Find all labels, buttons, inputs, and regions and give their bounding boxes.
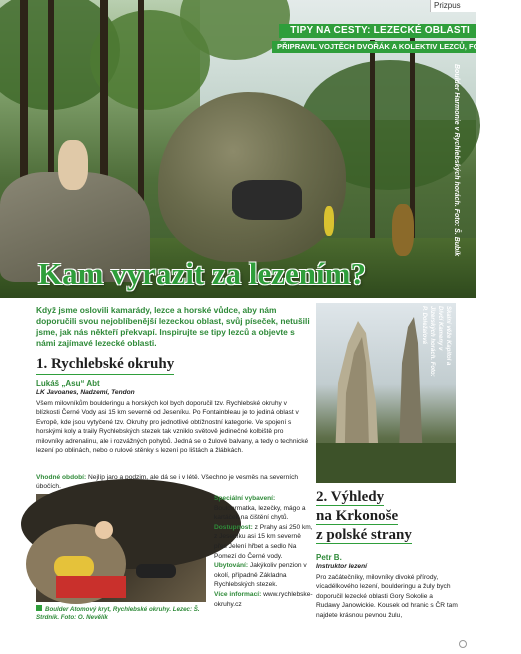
seated-climber (58, 140, 88, 190)
spectator (324, 206, 334, 236)
boulder-photo (36, 494, 206, 602)
season-label: Vhodné období: (36, 474, 87, 481)
section2-author-role: Instruktor lezení (316, 563, 367, 570)
lodging-text: Jakýkoliv penzion v okolí, případně Základna Rychlebských stezek. (214, 562, 307, 589)
hero-tree (370, 40, 375, 258)
credits-ribbon: PŘIPRAVIL VOJTĚCH DVOŘÁK A KOLEKTIV LEZCŮ, FOTO AUTOŘI (272, 41, 476, 53)
season-text: Nejlíp jaro a podzim, ale dá se i v létě. Všechno je vesměs na severních úbočích. (36, 474, 299, 491)
more-info-link[interactable]: www.rychlebske-okruhy.cz (214, 590, 313, 608)
section1-heading: 1. Rychlebské okruhy (36, 356, 174, 375)
more-info-label: Více informací: (214, 590, 262, 598)
spotter (392, 204, 414, 256)
hero-photo-caption: Boulder Harmonie v Rychlebských horách. Foto: Š. Bubík (453, 64, 460, 257)
equipment-label: Speciální vybavení: (214, 495, 276, 502)
section2-author: Petr B. (316, 553, 342, 562)
page-headline: Kam vyrazit za lezením? (38, 256, 366, 291)
section2-heading-line2: na Krkonoše (316, 508, 399, 524)
section-ribbon: TIPY NA CESTY: LEZECKÉ OBLASTI (279, 24, 476, 38)
equipment-text: Bouldermatka, lezečky, mágo a kartáček na čištění chytů. (214, 504, 306, 522)
practical-info (214, 494, 314, 609)
intro-paragraph: Když jsme oslovili kamarády, lezce a horské vůdce, aby nám doporučili svou nejoblíbenější lezeckou oblast, svůj píseček, netušili jsme, jak nás někteří překvapí. Inspirujte se tipy lezců a objevte s námi zajímavé lezecké oblasti. (36, 305, 310, 348)
hero-boulder (158, 92, 346, 262)
section1-body: Všem milovníkům boulderingu a horských kol bych doporučil tzv. Rychlebské okruhy v blízkosti Černé Vody asi 15 km severně od Jeseníku. Po Fontainbleau je to jediná oblast v Evropě, kde jsou vytyčené tzv. Okruhy pro jednotlivé obtížnostní kategorie. Ve spojení s horskými koly a traily Rychlebských stezek tak vzniklo světově jedinečné kolbiště pro milovníky adrenalinu, ale i rozvážných pohybů. Jedná se o žulové balvany, a tedy o technické lezení po oblinách, nebo o rulové stěnky s lezení po lištách a žlábkách. (36, 400, 309, 455)
section1-author: Lukáš „Asu“ Abt (36, 379, 100, 388)
caption-text: Boulder Atomový kryt, Rychlebské okruhy. Lezec: Š. Strdník. Foto: O. Nevělík (36, 606, 200, 621)
brand-tab: Prizpus (430, 0, 476, 12)
lodging-label: Ubytování: (214, 562, 249, 570)
access-text: z Prahy asi 250 km, z Jeseníku asi 15 km severně přes Jelení hřbet a sedlo Na Pomezí do Černé vody. (214, 523, 313, 560)
section1-author-role: LK Javoanes, Nadzemí, Tendon (36, 389, 135, 396)
boulder-photo-caption (36, 605, 208, 622)
climber-on-boulder (232, 180, 302, 220)
section2-heading-line1: 2. Výhledy (316, 489, 385, 505)
access-label: Dostupnost: (214, 523, 253, 531)
page-indicator-icon (459, 640, 467, 648)
boulder-photo-art (36, 494, 206, 602)
caption-marker-icon (36, 605, 42, 611)
rock-towers-caption: Skalní věže Kapitol a Dívčí Kameny v Jizerských horách. Foto: P. Doležalová (421, 306, 451, 377)
section2-heading (316, 488, 456, 545)
section2-heading-line3: z polské strany (316, 527, 412, 543)
section2-body: Pro začátečníky, milovníky divoké přírody, vícadélkového lezení, boulderingu a žuly bych doporučil lezecké oblasti Gory Sokolie a Rudawy Janowickie. Kousek od hranic s ČR tam najdete krásnou pevnou žulu, (316, 574, 458, 619)
